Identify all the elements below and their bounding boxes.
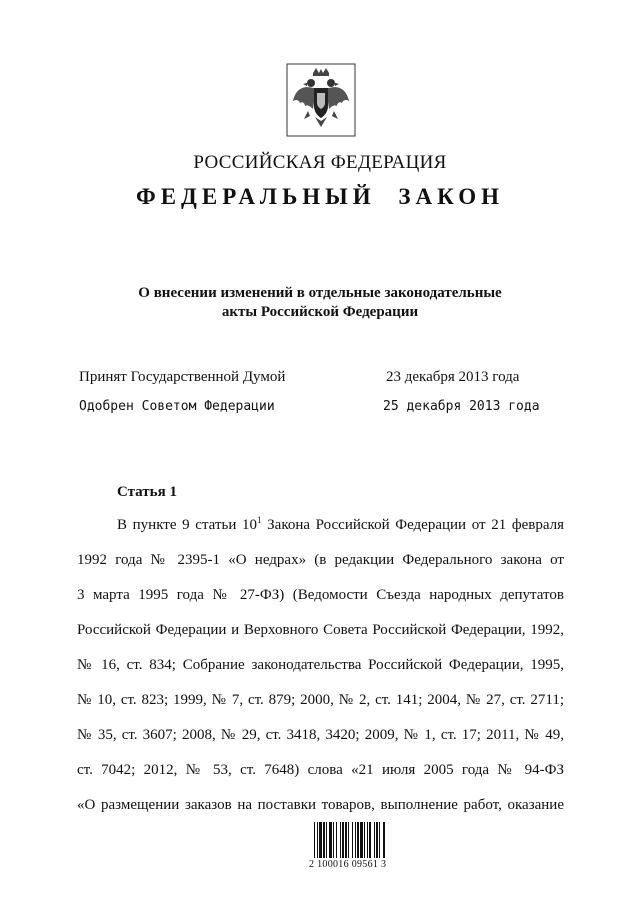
barcode-icon — [313, 822, 407, 858]
country-name: РОССИЙСКАЯ ФЕДЕРАЦИЯ — [193, 152, 447, 173]
law-title-line-2: акты Российской Федерации — [221, 304, 419, 320]
article-line: № 35, ст. 3607; 2008, № 29, ст. 3418, 3420; 2009, № 1, ст. 17; 2011, № 49, — [77, 727, 564, 743]
barcode-number: 2 100016 09561 3 — [309, 859, 387, 870]
council-approval-date: 25 декабря 2013 года — [383, 399, 540, 414]
document-type: ФЕДЕРАЛЬНЫЙ ЗАКОН — [135, 184, 505, 209]
law-title-line-1: О внесении изменений в отдельные законодательные — [138, 285, 502, 301]
article-line: 1992 года № 2395-1 «О недрах» (в редакции Федерального закона от — [77, 552, 564, 568]
article-line: Российской Федерации и Верховного Совета Российской Федерации, 1992, — [77, 622, 564, 638]
article-body — [77, 508, 564, 823]
duma-adoption-date: 23 декабря 2013 года — [386, 369, 520, 385]
article-line: 3 марта 1995 года № 27-ФЗ) (Ведомости Съезда народных депутатов — [77, 587, 564, 603]
article-line: № 10, ст. 823; 1999, № 7, ст. 879; 2000, № 2, ст. 141; 2004, № 27, ст. 2711; — [77, 692, 564, 708]
article-heading: Статья 1 — [117, 484, 177, 500]
duma-adoption-label: Принят Государственной Думой — [79, 369, 286, 385]
article-line: «О размещении заказов на поставки товаров, выполнение работ, оказание — [77, 797, 564, 813]
article-line-1: В пункте 9 статьи $10^1$ Закона Российской Федерации от 21 февраля — [117, 515, 564, 533]
council-approval-label: Одобрен Советом Федерации — [79, 399, 275, 414]
article-line: ст. 7042; 2012, № 53, ст. 7648) слова «21 июля 2005 года № 94-ФЗ — [77, 762, 564, 778]
law-title — [0, 284, 640, 322]
article-line: № 16, ст. 834; Собрание законодательства Российской Федерации, 1995, — [77, 657, 564, 673]
coat-of-arms-icon — [286, 63, 356, 137]
